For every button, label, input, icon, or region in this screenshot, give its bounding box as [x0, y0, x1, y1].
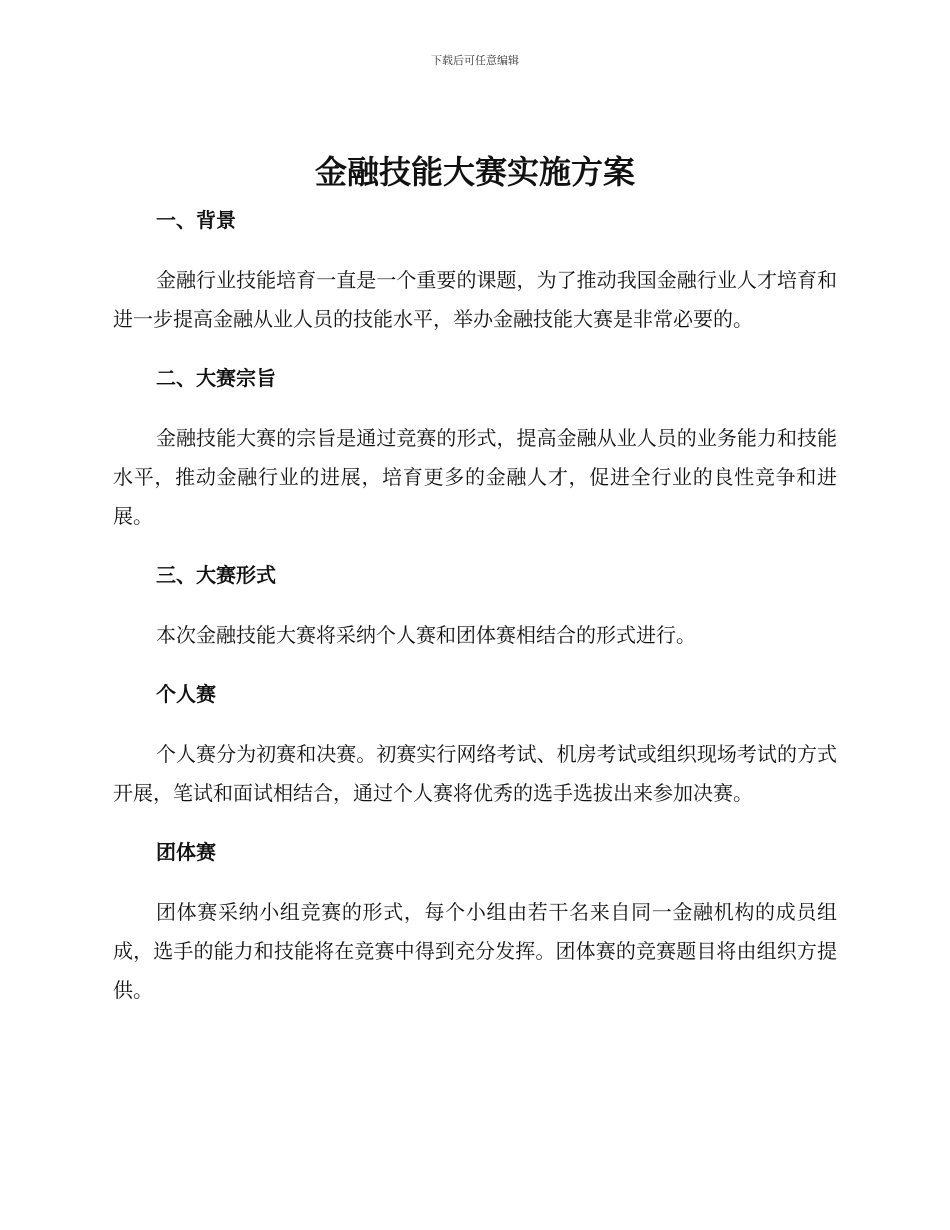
document-title: 金融技能大赛实施方案: [314, 153, 635, 191]
page-header-note: 下载后可任意编辑: [431, 54, 519, 67]
section-paragraph-purpose: 金融技能大赛的宗旨是通过竞赛的形式，提高金融从业人员的业务能力和技能水平，推动金融行业的进展，培育更多的金融人才，促进全行业的良性竞争和进展。: [113, 426, 837, 528]
section-heading-team: 团体赛: [156, 840, 216, 864]
section-heading-format: 三、大赛形式: [156, 563, 276, 587]
section-paragraph-individual: 个人赛分为初赛和决赛。初赛实行网络考试、机房考试或组织现场考试的方式开展，笔试和面试相结合，通过个人赛将优秀的选手选拔出来参加决赛。: [113, 742, 837, 805]
section-paragraph-team: 团体赛采纳小组竞赛的形式，每个小组由若干名来自同一金融机构的成员组成，选手的能力和技能将在竞赛中得到充分发挥。团体赛的竞赛题目将由组织方提供。: [113, 900, 837, 1002]
section-heading-background: 一、背景: [156, 208, 236, 232]
section-heading-purpose: 二、大赛宗旨: [156, 366, 276, 390]
section-paragraph-background: 金融行业技能培育一直是一个重要的课题，为了推动我国金融行业人才培育和进一步提高金融从业人员的技能水平，举办金融技能大赛是非常必要的。: [113, 268, 837, 331]
document-body: [113, 204, 837, 1010]
section-paragraph-format: 本次金融技能大赛将采纳个人赛和团体赛相结合的形式进行。: [156, 623, 696, 647]
section-heading-individual: 个人赛: [156, 682, 216, 706]
